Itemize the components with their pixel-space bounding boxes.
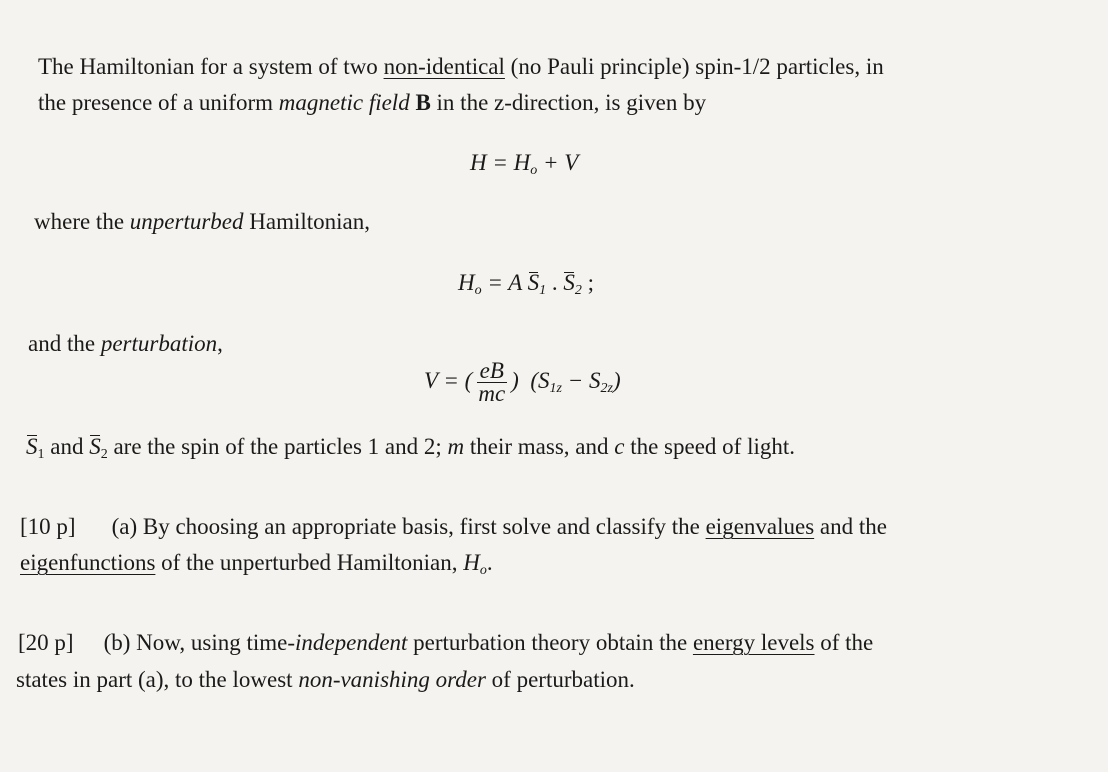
spin-vector-1: S [26,434,38,459]
perturbation-term: perturbation [100,331,218,356]
fraction-denominator: mc [478,381,506,406]
part-b-text: states in part (a), to the lowest [16,667,299,692]
mass-symbol: m [447,434,465,459]
eq1-text: H = H [470,150,531,175]
eq3-lhs: V = ( [424,367,473,393]
part-b-text: (b) Now, using time- [103,630,296,655]
spin-sub-2: 2 [100,447,108,462]
perturbation-text: , [217,331,223,356]
eq2-s2-sub: 2 [574,283,582,298]
eq2-s1-sub: 1 [539,283,547,298]
energy-levels-term: energy levels [692,630,815,655]
spin-text: are the spin of the particles 1 and 2; [107,434,448,459]
eq3-open: (S [530,367,550,393]
eigenvalues-term: eigenvalues [705,514,815,539]
hamiltonian-symbol: H [463,550,480,575]
part-a-text: of the unperturbed Hamiltonian, [155,550,464,575]
part-b-text: perturbation theory obtain the [407,630,693,655]
where-text: Hamiltonian, [243,209,370,234]
hamiltonian-sub: o [479,563,487,578]
spin-vector-2: S [89,434,101,459]
spin-vector-1: S [527,270,540,295]
part-a-line-1 [20,513,887,541]
eigenfunctions-term: eigenfunctions [20,550,156,575]
unperturbed-term: unperturbed [129,209,244,234]
intro-line-2 [38,89,706,117]
part-a-text: and the [814,514,887,539]
magnetic-field-term: magnetic field [278,90,410,115]
intro-text: the presence of a uniform [38,90,279,115]
perturbation-line [28,330,223,358]
eq1-sub: o [530,163,538,178]
part-a-text: (a) By choosing an appropriate basis, first solve and classify the [111,514,706,539]
where-line [34,208,370,236]
equation-perturbation [424,360,621,405]
part-b-points: [20 p] [18,630,74,655]
part-a-points: [10 p] [20,514,76,539]
part-a-text: . [486,550,493,575]
spin-definition-line [26,433,795,469]
eq3-close: ) [612,367,621,393]
eq3-rparen: ) [511,367,519,393]
where-text: where the [34,209,130,234]
equation-unperturbed [458,270,594,299]
intro-text: in the z-direction, is given by [430,90,707,115]
part-b-line-1 [18,629,873,657]
intro-line-1 [38,53,884,81]
eq2-end: ; [581,270,595,295]
part-b-line-2 [16,666,635,694]
eq3-minus: − S [561,367,601,393]
eq1-rest: + V [537,150,579,175]
independent-term: independent [295,630,408,655]
eq2-mid: = A [481,270,528,295]
part-b-text: of the [814,630,874,655]
spin-text: their mass, and [464,434,615,459]
equation-total-hamiltonian [470,150,578,179]
perturbation-text: and the [28,331,101,356]
non-identical-term: non-identical [383,54,505,79]
spin-sub-1: 1 [37,447,45,462]
non-vanishing-order-term: non-vanishing order [298,667,486,692]
intro-text: (no Pauli principle) spin-1/2 particles, in [504,54,884,79]
light-speed-symbol: c [614,434,625,459]
spin-text: the speed of light. [624,434,795,459]
eq2-lhs-sub: o [474,283,482,298]
eq3-s1z-sub: 1z [549,380,562,396]
fraction-eB-mc [475,360,508,405]
field-symbol: B [415,90,431,115]
part-a-line-2 [20,549,493,585]
part-b-text: of perturbation. [485,667,635,692]
intro-text: The Hamiltonian for a system of two [38,54,384,79]
eq2-dot: . [546,270,564,295]
eq2-lhs: H [458,270,475,295]
spin-vector-2: S [563,270,575,295]
fraction-numerator: eB [477,360,507,383]
eq3-s2z-sub: 2z [600,380,613,396]
spin-text: and [44,434,90,459]
